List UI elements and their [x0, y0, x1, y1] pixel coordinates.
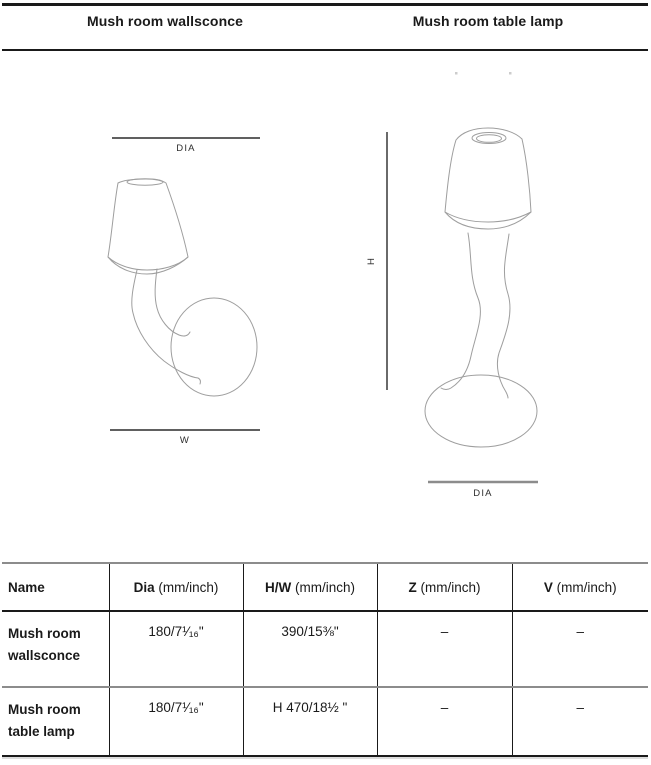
- stray-mark-right: [509, 72, 512, 75]
- col-header-dia-bold: Dia: [133, 579, 155, 595]
- cell-z: –: [377, 611, 512, 687]
- wallsconce-wall-plate: [171, 298, 257, 396]
- cell-z: –: [377, 687, 512, 756]
- table-lamp-shade-rim: [445, 212, 531, 229]
- spec-table: [2, 562, 648, 757]
- table-lamp-dia-label: DIA: [473, 488, 493, 499]
- col-header-hw: [243, 563, 377, 611]
- table-lamp-drawing: [366, 72, 538, 499]
- table-lamp-shade-opening-inner: [477, 135, 502, 143]
- top-rule: [2, 3, 648, 6]
- wallsconce-drawing: [108, 138, 260, 446]
- col-header-name-bold: Name: [8, 579, 45, 595]
- wallsconce-shade: [108, 179, 188, 270]
- wallsconce-stem-right: [155, 269, 190, 336]
- table-lamp-height-label: H: [366, 256, 377, 266]
- wallsconce-dia-label: DIA: [176, 143, 196, 154]
- cell-v: –: [512, 687, 648, 756]
- table-lamp-stem-left: [441, 233, 480, 390]
- product-title-wallsconce: Mush room wallsconce: [86, 13, 244, 29]
- cell-hw: H 470/18½ ": [243, 687, 377, 756]
- col-header-dia-unit: (mm/inch): [154, 579, 219, 595]
- table-lamp-stem-right: [497, 234, 510, 398]
- col-header-v-unit: (mm/inch): [552, 579, 617, 595]
- col-header-hw-bold: H/W: [265, 579, 292, 595]
- cell-dia: 180/7¹⁄₁₆": [109, 687, 243, 756]
- wallsconce-stem-left: [132, 270, 201, 384]
- cell-v: –: [512, 611, 648, 687]
- cell-hw: 390/15⅜": [243, 611, 377, 687]
- spec-table-header-row: [2, 563, 648, 611]
- col-header-dia: [109, 563, 243, 611]
- product-title-table-lamp: Mush room table lamp: [412, 13, 564, 29]
- cell-name: Mush room table lamp: [2, 687, 109, 756]
- table-row-wallsconce: [2, 611, 648, 687]
- technical-drawings: [0, 55, 651, 555]
- wallsconce-shade-rim: [108, 257, 188, 274]
- col-header-z-unit: (mm/inch): [416, 579, 481, 595]
- col-header-name: [2, 563, 109, 611]
- col-header-z: [377, 563, 512, 611]
- wallsconce-shade-opening: [127, 179, 163, 185]
- wallsconce-width-label: W: [179, 435, 191, 446]
- cell-dia: 180/7¹⁄₁₆": [109, 611, 243, 687]
- cell-name: Mush room wallsconce: [2, 611, 109, 687]
- col-header-v-bold: V: [543, 579, 553, 595]
- table-lamp-base: [425, 375, 537, 447]
- col-header-hw-unit: (mm/inch): [291, 579, 355, 595]
- stray-mark-left: [455, 72, 458, 75]
- table-row-table-lamp: [2, 687, 648, 756]
- col-header-z-bold: Z: [408, 579, 417, 595]
- col-header-v: [512, 563, 648, 611]
- header-divider-rule: [2, 49, 648, 51]
